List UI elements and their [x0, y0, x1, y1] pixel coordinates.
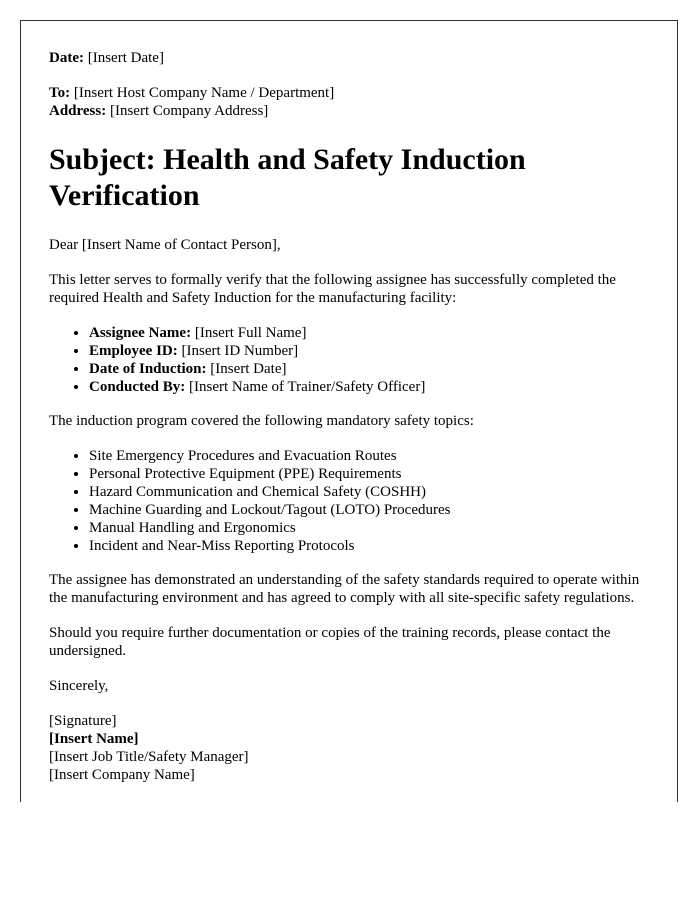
contact-paragraph: Should you require further documentation or copies of the training records, please contact the undersigned. [49, 625, 611, 659]
compliance-paragraph: The assignee has demonstrated an understanding of the safety standards required to operate within the manufacturing environment and has agreed to comply with all site-specific safety regulations. [49, 572, 640, 606]
topic-item: • Hazard Communication and Chemical Safety (COSHH) [89, 483, 649, 501]
details-list [49, 324, 649, 396]
topic-item: • Personal Protective Equipment (PPE) Requirements [89, 465, 649, 483]
subject-heading: Subject: Health and Safety Induction Verification [49, 143, 526, 212]
recipient-block: To: [Insert Host Company Name / Department] Address: [Insert Company Address] [49, 85, 335, 119]
topic-item: • Incident and Near-Miss Reporting Protocols [89, 537, 649, 555]
signature-block: [Signature] [Insert Name] [Insert Job Title/Safety Manager] [Insert Company Name] [49, 713, 249, 783]
detail-item: • Date of Induction: [Insert Date] [89, 360, 649, 378]
topic-item: • Manual Handling and Ergonomics [89, 519, 649, 537]
detail-item: • Employee ID: [Insert ID Number] [89, 342, 649, 360]
topic-item: • Site Emergency Procedures and Evacuation Routes [89, 447, 649, 465]
greeting: Dear [Insert Name of Contact Person], [49, 237, 281, 253]
topics-intro: The induction program covered the following mandatory safety topics: [49, 413, 474, 429]
closing: Sincerely, [49, 678, 109, 694]
detail-item: • Conducted By: [Insert Name of Trainer/Safety Officer] [89, 378, 649, 396]
date-line: Date: [Insert Date] [49, 50, 164, 66]
topics-list [49, 447, 649, 555]
intro-paragraph: This letter serves to formally verify that the following assignee has successfully completed the required Health and Safety Induction for the manufacturing facility: [49, 272, 616, 306]
detail-item: • Assignee Name: [Insert Full Name] [89, 324, 649, 342]
topic-item: • Machine Guarding and Lockout/Tagout (LOTO) Procedures [89, 501, 649, 519]
letter-document [20, 20, 678, 802]
